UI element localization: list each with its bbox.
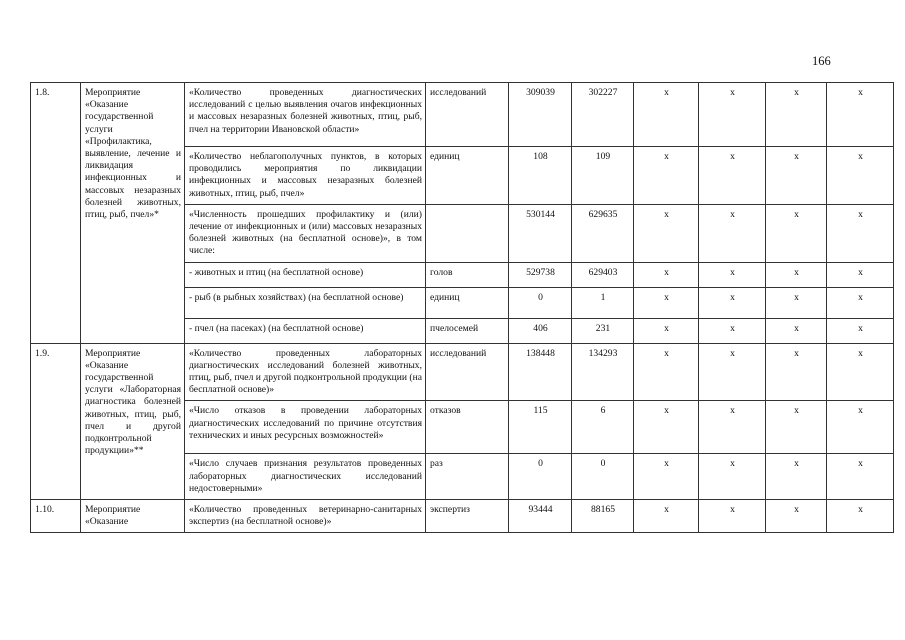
value-cell: 115 [509,401,572,454]
x-cell: x [634,318,699,343]
x-cell: x [827,343,894,401]
unit-cell: раз [426,454,509,500]
indicator-name: «Количество неблагополучных пунктов, в которых проводились мероприятия по ликвидации инфекционных и массовых незаразных болезней животных, птиц, рыб, пчел» [185,147,426,205]
table-row [31,83,894,147]
table-row [31,343,894,401]
x-cell: x [827,287,894,318]
event-description: Мероприятие «Оказание [81,500,185,533]
unit-cell: единиц [426,147,509,205]
value-cell: 629635 [572,204,634,262]
value-cell: 93444 [509,500,572,533]
unit-cell: отказов [426,401,509,454]
x-cell: x [634,500,699,533]
value-cell: 134293 [572,343,634,401]
unit-cell: голов [426,262,509,287]
unit-cell [426,204,509,262]
x-cell: x [634,343,699,401]
indicator-name: «Число отказов в проведении лабораторных диагностических исследований по причине отсутствия технических и иных ресурсных возможностей» [185,401,426,454]
x-cell: x [766,454,827,500]
x-cell: x [699,343,766,401]
indicator-name: - пчел (на пасеках) (на бесплатной основе) [185,318,426,343]
indicator-name: «Число случаев признания результатов проведенных лабораторных диагностических исследований недостоверными» [185,454,426,500]
x-cell: x [634,454,699,500]
x-cell: x [827,500,894,533]
event-description: Мероприятие «Оказание государственной услуги «Лабораторная диагностика болезней животных, птиц, рыб, пчел и другой подконтрольной продукции»** [81,343,185,499]
x-cell: x [827,147,894,205]
x-cell: x [634,401,699,454]
x-cell: x [634,287,699,318]
value-cell: 88165 [572,500,634,533]
indicators-table [30,82,894,533]
indicator-name: «Количество проведенных лабораторных диагностических исследований болезней животных, птиц, рыб, пчел и другой подконтрольной продукции (на бесплатной основе)» [185,343,426,401]
x-cell: x [766,147,827,205]
x-cell: x [699,454,766,500]
x-cell: x [827,318,894,343]
x-cell: x [766,83,827,147]
indicator-name: «Количество проведенных диагностических исследований с целью выявления очагов инфекционных и массовых незаразных болезней животных, птиц, рыб, пчел на территории Ивановской области» [185,83,426,147]
table-row [31,500,894,533]
x-cell: x [766,318,827,343]
x-cell: x [766,343,827,401]
indicator-name: «Количество проведенных ветеринарно-санитарных экспертиз (на бесплатной основе)» [185,500,426,533]
x-cell: x [634,147,699,205]
x-cell: x [699,204,766,262]
page-number: 166 [812,54,831,68]
x-cell: x [634,204,699,262]
event-description: Мероприятие «Оказание государственной услуги «Профилактика, выявление, лечение и ликвидация инфекционных и массовых незаразных болезней животных, птиц, рыб, пчел»* [81,83,185,344]
x-cell: x [766,262,827,287]
value-cell: 0 [509,454,572,500]
x-cell: x [699,262,766,287]
value-cell: 309039 [509,83,572,147]
indicator-name: - рыб (в рыбных хозяйствах) (на бесплатной основе) [185,287,426,318]
x-cell: x [699,287,766,318]
value-cell: 302227 [572,83,634,147]
section-number: 1.8. [31,83,81,344]
x-cell: x [766,204,827,262]
value-cell: 0 [572,454,634,500]
value-cell: 109 [572,147,634,205]
value-cell: 530144 [509,204,572,262]
value-cell: 138448 [509,343,572,401]
x-cell: x [699,318,766,343]
value-cell: 0 [509,287,572,318]
value-cell: 406 [509,318,572,343]
x-cell: x [699,147,766,205]
x-cell: x [827,262,894,287]
value-cell: 231 [572,318,634,343]
x-cell: x [827,454,894,500]
x-cell: x [827,204,894,262]
x-cell: x [827,83,894,147]
unit-cell: исследований [426,83,509,147]
value-cell: 6 [572,401,634,454]
x-cell: x [827,401,894,454]
x-cell: x [766,500,827,533]
indicator-name: «Численность прошедших профилактику и (или) лечение от инфекционных и (или) массовых незаразных болезней животных (на бесплатной основе)», в том числе: [185,204,426,262]
x-cell: x [634,83,699,147]
x-cell: x [699,500,766,533]
unit-cell: исследований [426,343,509,401]
section-number: 1.10. [31,500,81,533]
value-cell: 1 [572,287,634,318]
unit-cell: экспертиз [426,500,509,533]
x-cell: x [634,262,699,287]
unit-cell: единиц [426,287,509,318]
value-cell: 629403 [572,262,634,287]
unit-cell: пчелосемей [426,318,509,343]
section-number: 1.9. [31,343,81,499]
x-cell: x [766,287,827,318]
x-cell: x [699,401,766,454]
x-cell: x [699,83,766,147]
value-cell: 108 [509,147,572,205]
x-cell: x [766,401,827,454]
value-cell: 529738 [509,262,572,287]
indicator-name: - животных и птиц (на бесплатной основе) [185,262,426,287]
